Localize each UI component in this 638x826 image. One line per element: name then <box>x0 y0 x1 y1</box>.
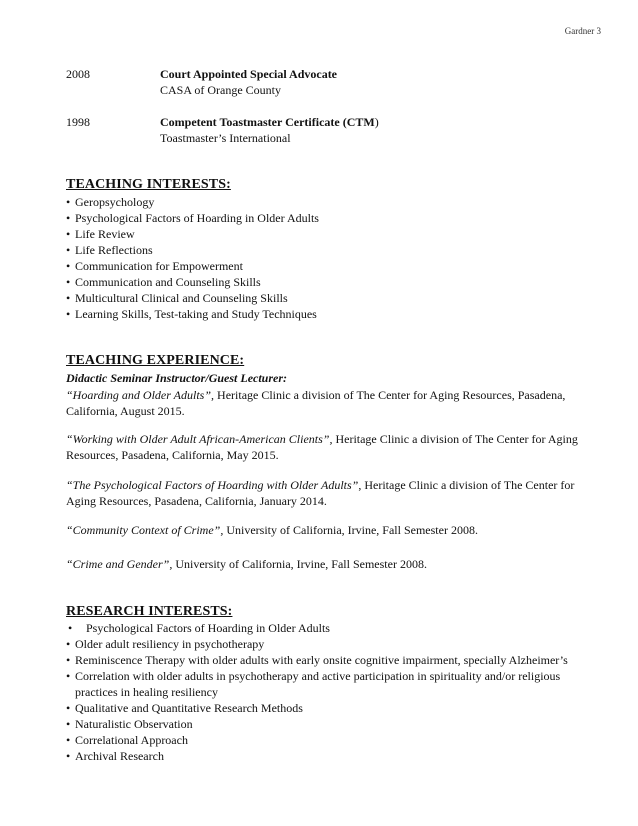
list-item: • Life Reflections <box>66 242 586 258</box>
list-item: • Communication and Counseling Skills <box>66 274 586 290</box>
list-item: • Psychological Factors of Hoarding in Older Adults <box>66 620 596 636</box>
list-item: • Communication for Empowerment <box>66 258 586 274</box>
lecture-title: “Community Context of Crime”, <box>66 523 224 537</box>
teaching-interests-heading: TEACHING INTERESTS: <box>66 177 231 192</box>
teaching-interests-list <box>66 194 586 322</box>
lecture-title: “Crime and Gender”, <box>66 557 173 571</box>
lecture-detail: University of California, Irvine, Fall Semester 2008. <box>223 523 478 537</box>
list-item: • Multicultural Clinical and Counseling Skills <box>66 290 586 306</box>
award-title-bold: Competent Toastmaster Certificate (CTM <box>160 115 375 129</box>
lecture-detail: Heritage Clinic a division of The Center for Aging Resources, Pasadena, California, May 2015. <box>66 432 578 462</box>
list-item: • Life Review <box>66 226 586 242</box>
award-title: Court Appointed Special Advocate <box>160 67 338 81</box>
award-org: CASA of Orange County <box>160 83 281 97</box>
lecture-title: “Hoarding and Older Adults”, <box>66 388 215 402</box>
list-item: • Geropsychology <box>66 194 586 210</box>
award-body <box>160 114 610 146</box>
lecture-entry <box>66 387 606 419</box>
lecture-entry <box>66 477 606 509</box>
lecture-detail: , Heritage Clinic a division of The Center for Aging Resources, Pasadena, California, January 2014. <box>66 478 575 508</box>
lecture-title: “The Psychological Factors of Hoarding with Older Adults” <box>66 478 359 492</box>
list-item: • Naturalistic Observation <box>66 716 596 732</box>
award-title <box>160 114 610 130</box>
research-interests-heading: RESEARCH INTERESTS: <box>66 604 233 619</box>
award-title-tail: ) <box>374 115 379 129</box>
award-org: Toastmaster’s International <box>160 131 291 145</box>
lecture-entry <box>66 522 606 538</box>
lecture-detail: University of California, Irvine, Fall Semester 2008. <box>172 557 427 571</box>
award-body <box>160 66 610 98</box>
list-item: • Reminiscence Therapy with older adults with early onsite cognitive impairment, specially Alzheimer’s <box>66 652 596 668</box>
lecture-entry <box>66 431 606 463</box>
teaching-experience-heading: TEACHING EXPERIENCE: <box>66 353 245 368</box>
list-item: • Qualitative and Quantitative Research Methods <box>66 700 596 716</box>
lecture-entry <box>66 556 606 572</box>
list-item: • Correlational Approach <box>66 732 596 748</box>
award-year: 2008 <box>66 67 90 81</box>
page-header: Gardner 3 <box>564 26 601 36</box>
list-item: • Older adult resiliency in psychotherapy <box>66 636 596 652</box>
list-item: • Learning Skills, Test-taking and Study Techniques <box>66 306 586 322</box>
lecture-detail: Heritage Clinic a division of The Center for Aging Resources, Pasadena, California, August 2015. <box>66 388 566 418</box>
list-item: • Psychological Factors of Hoarding in Older Adults <box>66 210 586 226</box>
teaching-experience-subheading: Didactic Seminar Instructor/Guest Lecturer: <box>66 371 288 385</box>
list-item: • Archival Research <box>66 748 596 764</box>
list-item: • Correlation with older adults in psychotherapy and active participation in spirituality and/or religious practices in healing resiliency <box>66 668 596 700</box>
research-interests-list <box>66 620 596 764</box>
lecture-title: “Working with Older Adult African-American Clients”, <box>66 432 333 446</box>
award-year: 1998 <box>66 115 90 129</box>
